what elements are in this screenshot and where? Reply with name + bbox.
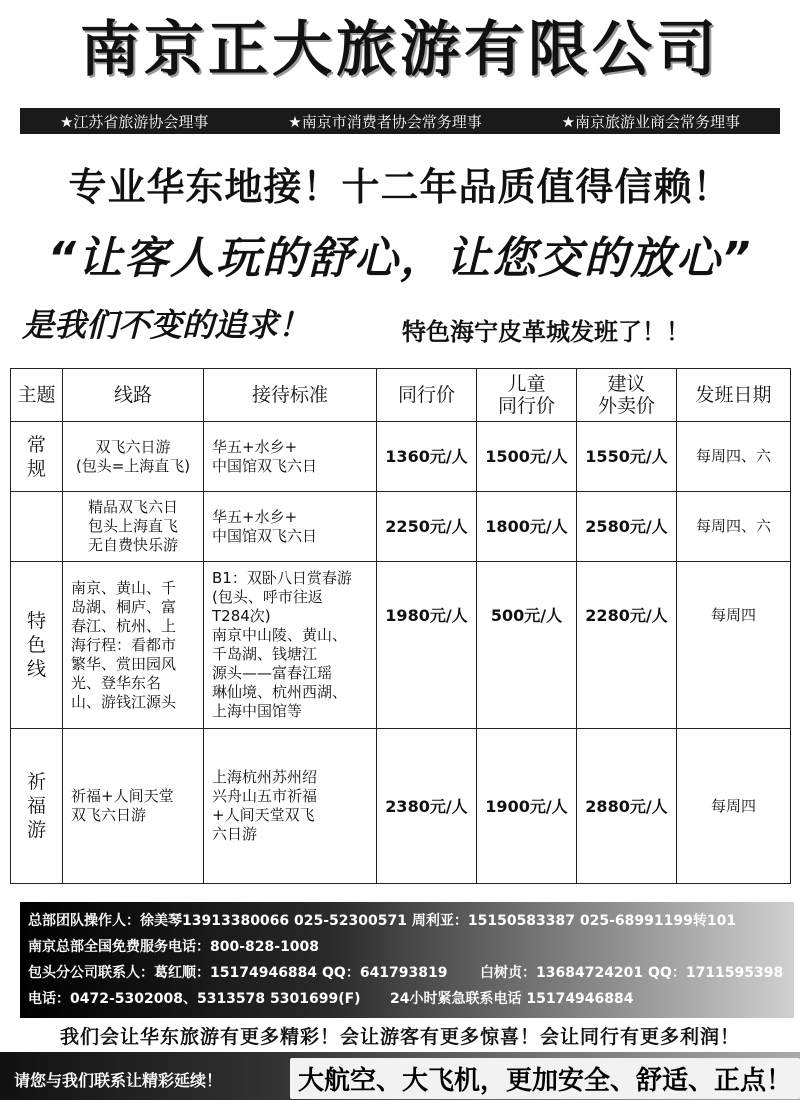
- row-route: 精品双飞六日 包头上海直飞 无自费快乐游: [63, 492, 204, 562]
- row-standard: 华五+水乡+ 中国馆双飞六日: [204, 492, 377, 562]
- row-schedule: 每周四、六: [677, 492, 791, 562]
- header-topic: 主题: [11, 369, 63, 422]
- row-schedule: 每周四、六: [677, 422, 791, 492]
- row-child-price: 1500元/人: [477, 422, 577, 492]
- contact-phone: 电话：0472-5302008、5313578 5301699(F): [28, 991, 361, 1007]
- membership-item: ★江苏省旅游协会理事: [59, 112, 209, 131]
- row-peer-price: 1360元/人: [377, 422, 477, 492]
- contact-baotou-branch: 包头分公司联系人：葛红顺：15174946884 QQ：641793819: [28, 965, 448, 981]
- row-child-price: 500元/人: [477, 562, 577, 729]
- contact-emergency: 24小时紧急联系电话 15174946884: [390, 991, 634, 1007]
- row-child-price: 1900元/人: [477, 729, 577, 884]
- row-schedule: 每周四: [677, 729, 791, 884]
- row-child-price: 1800元/人: [477, 492, 577, 562]
- table-row: [11, 729, 791, 884]
- membership-item: ★南京旅游业商会常务理事: [561, 112, 741, 131]
- header-standard: 接待标准: [204, 369, 377, 422]
- row-topic: [11, 492, 63, 562]
- row-retail-price: 2280元/人: [577, 562, 677, 729]
- contact-baotou-second: 白树贞：13684724201 QQ：1711595398: [480, 965, 784, 981]
- header-schedule: 发班日期: [677, 369, 791, 422]
- row-peer-price: 1980元/人: [377, 562, 477, 729]
- row-retail-price: 2580元/人: [577, 492, 677, 562]
- row-topic: 特 色 线: [11, 562, 63, 729]
- row-topic: 常 规: [11, 422, 63, 492]
- membership-bar: [20, 108, 780, 134]
- company-name: 南京正大旅游有限公司: [80, 15, 720, 85]
- contact-hq-operators: 总部团队操作人：徐美琴13913380066 025-52300571 周利亚：15150583387 025-68991199转101: [28, 913, 737, 929]
- routes-table: [10, 368, 791, 884]
- table-row: [11, 492, 791, 562]
- special-announcement: 特色海宁皮革城发班了！！: [402, 318, 690, 346]
- footer-contact-us: 请您与我们联系让精彩延续！: [14, 1071, 223, 1090]
- contact-hotline: 南京总部全国免费服务电话：800-828-1008: [28, 939, 320, 955]
- header-retail-price: 建议 外卖价: [577, 369, 677, 422]
- slogan-pursuit: 是我们不变的追求！: [22, 306, 311, 344]
- row-retail-price: 2880元/人: [577, 729, 677, 884]
- table-row: [11, 562, 791, 729]
- row-retail-price: 1550元/人: [577, 422, 677, 492]
- contact-panel: [20, 902, 794, 1018]
- row-standard: B1：双卧八日赏春游 (包头、呼市往返 T284次) 南京中山陵、黄山、 千岛湖、钱塘江 源头——富春江瑶 琳仙境、杭州西湖、 上海中国馆等: [204, 562, 377, 729]
- row-topic: 祈 福 游: [11, 729, 63, 884]
- row-standard: 华五+水乡+ 中国馆双飞六日: [204, 422, 377, 492]
- header-peer-price: 同行价: [377, 369, 477, 422]
- table-header-row: [11, 369, 791, 422]
- row-standard: 上海杭州苏州绍 兴舟山五市祈福 +人间天堂双飞 六日游: [204, 729, 377, 884]
- row-route: 双飞六日游 (包头=上海直飞): [63, 422, 204, 492]
- promise-text: 我们会让华东旅游有更多精彩！会让游客有更多惊喜！会让同行有更多利润！: [59, 1026, 740, 1048]
- row-route: 南京、黄山、千 岛湖、桐庐、富 春江、杭州、上 海行程：看都市 繁华、赏田园风 光、登华东名 山、游钱江源头: [63, 562, 204, 729]
- row-peer-price: 2250元/人: [377, 492, 477, 562]
- header-route: 线路: [63, 369, 204, 422]
- footer-airline-slogan: 大航空、大飞机，更加安全、舒适、正点！: [290, 1058, 800, 1099]
- row-schedule: 每周四: [677, 562, 791, 729]
- row-route: 祈福+人间天堂 双飞六日游: [63, 729, 204, 884]
- slogan-quality: 专业华东地接！十二年品质值得信赖！: [68, 165, 732, 209]
- header-child-price: 儿童 同行价: [477, 369, 577, 422]
- membership-item: ★南京市消费者协会常务理事: [288, 112, 482, 131]
- table-row: [11, 422, 791, 492]
- row-peer-price: 2380元/人: [377, 729, 477, 884]
- slogan-motto: “让客人玩的舒心，让您交的放心”: [47, 233, 753, 284]
